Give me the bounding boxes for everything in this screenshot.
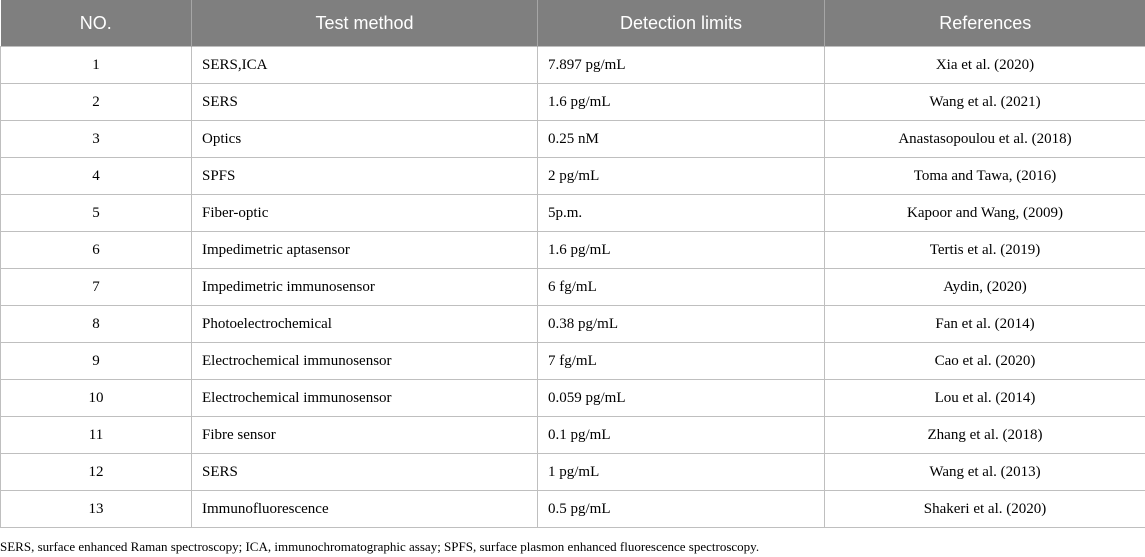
cell-reference: Zhang et al. (2018)	[825, 417, 1145, 454]
header-references: References	[825, 0, 1145, 47]
cell-no: 1	[1, 47, 192, 84]
cell-reference: Tertis et al. (2019)	[825, 232, 1145, 269]
cell-detection-limit: 0.25 nM	[538, 121, 825, 158]
cell-reference: Toma and Tawa, (2016)	[825, 158, 1145, 195]
cell-detection-limit: 1.6 pg/mL	[538, 232, 825, 269]
cell-test-method: SERS	[192, 454, 538, 491]
cell-detection-limit: 0.059 pg/mL	[538, 380, 825, 417]
cell-test-method: SERS	[192, 84, 538, 121]
cell-no: 7	[1, 269, 192, 306]
cell-no: 8	[1, 306, 192, 343]
cell-detection-limit: 1 pg/mL	[538, 454, 825, 491]
table-row	[1, 343, 1145, 380]
cell-test-method: Electrochemical immunosensor	[192, 343, 538, 380]
cell-test-method: Fiber-optic	[192, 195, 538, 232]
table-row	[1, 232, 1145, 269]
cell-detection-limit: 7 fg/mL	[538, 343, 825, 380]
cell-no: 13	[1, 491, 192, 528]
cell-test-method: Photoelectrochemical	[192, 306, 538, 343]
cell-test-method: Electrochemical immunosensor	[192, 380, 538, 417]
table-row	[1, 454, 1145, 491]
table-footnote: SERS, surface enhanced Raman spectroscopy; ICA, immunochromatographic assay; SPFS, surface plasmon enhanced fluorescence spectroscopy.	[0, 539, 760, 554]
cell-test-method: Optics	[192, 121, 538, 158]
cell-detection-limit: 7.897 pg/mL	[538, 47, 825, 84]
cell-reference: Shakeri et al. (2020)	[825, 491, 1145, 528]
table-header	[1, 0, 1145, 47]
cell-reference: Lou et al. (2014)	[825, 380, 1145, 417]
cell-no: 12	[1, 454, 192, 491]
cell-reference: Xia et al. (2020)	[825, 47, 1145, 84]
cell-reference: Anastasopoulou et al. (2018)	[825, 121, 1145, 158]
cell-test-method: Fibre sensor	[192, 417, 538, 454]
cell-detection-limit: 5p.m.	[538, 195, 825, 232]
cell-reference: Aydin, (2020)	[825, 269, 1145, 306]
cell-detection-limit: 0.1 pg/mL	[538, 417, 825, 454]
header-row	[1, 0, 1145, 47]
cell-no: 10	[1, 380, 192, 417]
cell-no: 4	[1, 158, 192, 195]
table-row	[1, 158, 1145, 195]
table-row	[1, 84, 1145, 121]
table-row	[1, 121, 1145, 158]
cell-test-method: SERS,ICA	[192, 47, 538, 84]
cell-test-method: Impedimetric immunosensor	[192, 269, 538, 306]
cell-reference: Kapoor and Wang, (2009)	[825, 195, 1145, 232]
cell-reference: Wang et al. (2013)	[825, 454, 1145, 491]
cell-detection-limit: 2 pg/mL	[538, 158, 825, 195]
cell-no: 6	[1, 232, 192, 269]
table-row	[1, 380, 1145, 417]
cell-no: 5	[1, 195, 192, 232]
cell-detection-limit: 0.5 pg/mL	[538, 491, 825, 528]
cell-no: 3	[1, 121, 192, 158]
cell-no: 2	[1, 84, 192, 121]
cell-reference: Fan et al. (2014)	[825, 306, 1145, 343]
table-row	[1, 417, 1145, 454]
table-row	[1, 195, 1145, 232]
cell-test-method: Immunofluorescence	[192, 491, 538, 528]
header-no: NO.	[1, 0, 192, 47]
table-row	[1, 491, 1145, 528]
table-row	[1, 306, 1145, 343]
cell-reference: Wang et al. (2021)	[825, 84, 1145, 121]
cell-detection-limit: 1.6 pg/mL	[538, 84, 825, 121]
table-row	[1, 47, 1145, 84]
cell-no: 9	[1, 343, 192, 380]
cell-test-method: SPFS	[192, 158, 538, 195]
cell-test-method: Impedimetric aptasensor	[192, 232, 538, 269]
cell-reference: Cao et al. (2020)	[825, 343, 1145, 380]
header-test-method: Test method	[192, 0, 538, 47]
cell-detection-limit: 0.38 pg/mL	[538, 306, 825, 343]
header-detection-limits: Detection limits	[538, 0, 825, 47]
cell-no: 11	[1, 417, 192, 454]
table-body	[1, 47, 1145, 528]
table-row	[1, 269, 1145, 306]
cell-detection-limit: 6 fg/mL	[538, 269, 825, 306]
